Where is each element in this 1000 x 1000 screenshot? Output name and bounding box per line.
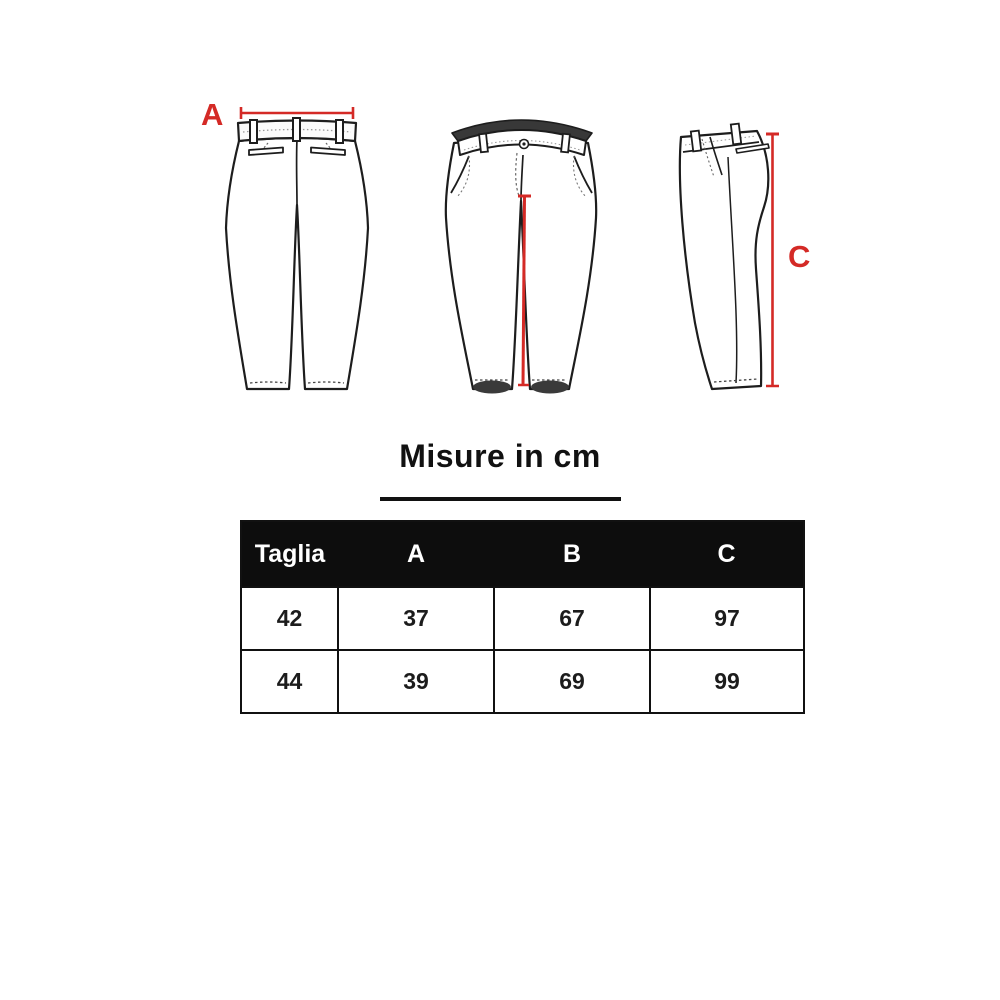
size-table-header-b: B	[494, 521, 650, 587]
size-cell-taglia: 42	[241, 587, 338, 650]
left-hem-shadow	[473, 381, 511, 394]
size-table-header-c: C	[650, 521, 804, 587]
size-table	[240, 520, 805, 714]
size-cell-a: 39	[338, 650, 494, 713]
size-cell-c: 99	[650, 650, 804, 713]
size-table-header-row	[241, 521, 804, 587]
title-underline	[380, 497, 621, 501]
pants-front-view-drawing	[442, 93, 602, 408]
size-table-row-44	[241, 650, 804, 713]
pants-side-view-drawing	[650, 93, 800, 408]
measure-label-c: C	[788, 239, 811, 274]
measure-label-a: A	[201, 97, 224, 132]
size-cell-b: 69	[494, 650, 650, 713]
pants-back-view-drawing	[222, 93, 372, 408]
size-table-row-42	[241, 587, 804, 650]
size-cell-c: 97	[650, 587, 804, 650]
size-table-header-a: A	[338, 521, 494, 587]
right-hem-shadow	[531, 381, 569, 394]
size-cell-a: 37	[338, 587, 494, 650]
page-title: Misure in cm	[399, 438, 601, 474]
size-cell-taglia: 44	[241, 650, 338, 713]
size-cell-b: 67	[494, 587, 650, 650]
size-table-header-taglia: Taglia	[241, 521, 338, 587]
